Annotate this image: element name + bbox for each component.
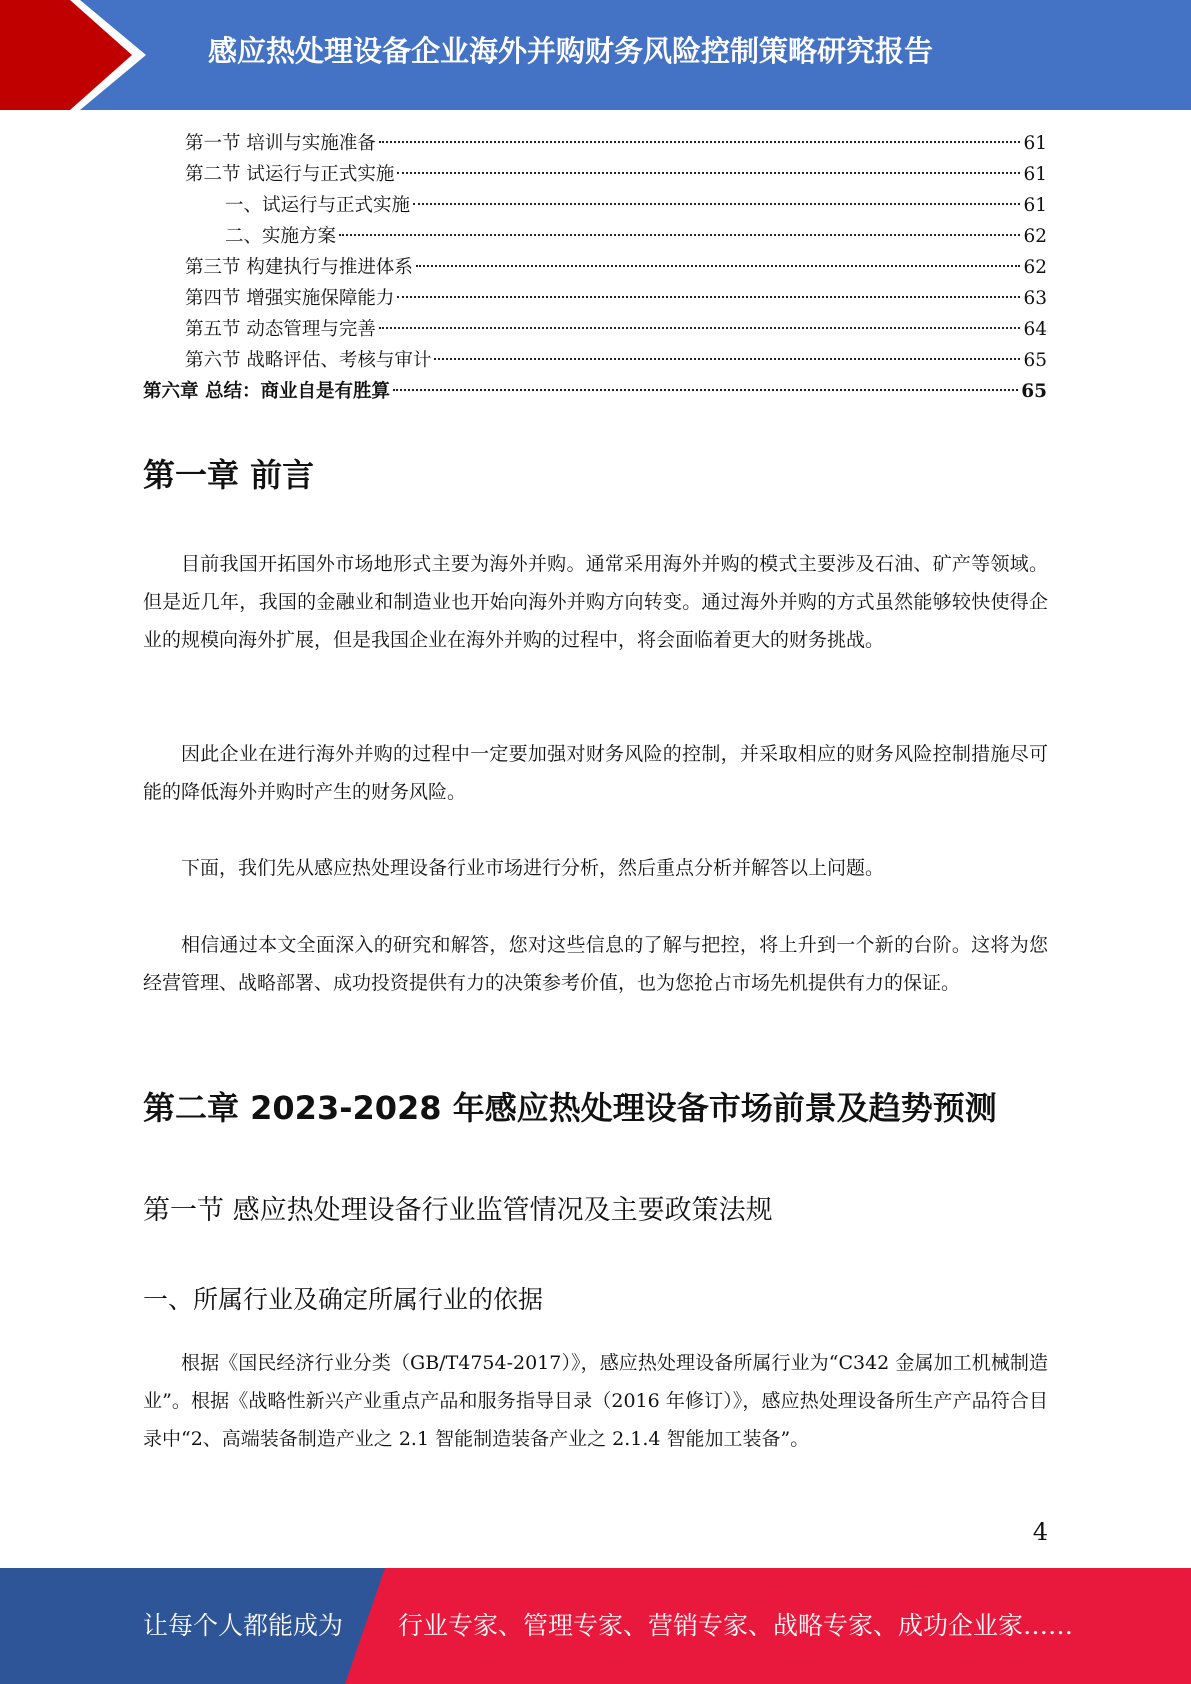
toc-dot-leader <box>379 141 1021 143</box>
toc-dot-leader <box>413 203 1020 205</box>
chapter1-paragraph-3: 下面，我们先从感应热处理设备行业市场进行分析，然后重点分析并解答以上问题。 <box>181 857 885 879</box>
toc-entry-page: 65 <box>1021 381 1047 402</box>
toc-entry[interactable] <box>143 128 1047 159</box>
toc-entry-title: 第六章 总结：商业自是有胜算 <box>143 381 390 402</box>
toc-entry-title: 第四节 增强实施保障能力 <box>185 288 395 309</box>
header-chevron-icon <box>0 0 160 110</box>
footer-slogan-left: 让每个人都能成为 <box>143 1611 344 1640</box>
toc-dot-leader <box>434 358 1020 360</box>
footer-slogan-right: 行业专家、管理专家、营销专家、战略专家、成功企业家…… <box>398 1611 1074 1640</box>
report-title: 感应热处理设备企业海外并购财务风险控制策略研究报告 <box>208 34 934 68</box>
toc-dot-leader <box>379 327 1021 329</box>
subsection1-heading: 一、所属行业及确定所属行业的依据 <box>143 1285 544 1314</box>
toc-entry[interactable] <box>143 376 1047 407</box>
toc-entry-title: 第五节 动态管理与完善 <box>185 319 376 340</box>
section1-heading: 第一节 感应热处理设备行业监管情况及主要政策法规 <box>143 1195 773 1226</box>
header-bar <box>0 0 1191 110</box>
toc-dot-leader <box>416 265 1021 267</box>
toc-entry-page: 63 <box>1023 288 1047 309</box>
toc-entry[interactable] <box>143 159 1047 190</box>
toc-entry[interactable] <box>143 314 1047 345</box>
table-of-contents <box>143 128 1047 407</box>
chapter1-paragraph-2: 因此企业在进行海外并购的过程中一定要加强对财务风险的控制，并采取相应的财务风险控制措施尽可能的降低海外并购时产生的财务风险。 <box>143 743 1048 803</box>
toc-entry-title: 第三节 构建执行与推进体系 <box>185 257 413 278</box>
toc-dot-leader <box>397 296 1020 298</box>
chapter1-paragraph-4: 相信通过本文全面深入的研究和解答，您对这些信息的了解与把控，将上升到一个新的台阶。这将为您经营管理、战略部署、成功投资提供有力的决策参考价值，也为您抢占市场先机提供有力的保证。 <box>143 934 1048 994</box>
toc-entry-title: 第六节 战略评估、考核与审计 <box>185 350 432 371</box>
toc-entry-title: 二、实施方案 <box>225 226 337 247</box>
toc-dot-leader <box>339 234 1020 236</box>
footer-bar <box>0 1568 1191 1684</box>
toc-entry-title: 第一节 培训与实施准备 <box>185 133 376 154</box>
toc-dot-leader <box>397 172 1020 174</box>
chapter1-heading: 第一章 前言 <box>143 456 315 494</box>
toc-entry[interactable] <box>143 345 1047 376</box>
toc-entry-page: 62 <box>1023 257 1047 278</box>
toc-dot-leader <box>393 389 1018 391</box>
chapter2-paragraph: 根据《国民经济行业分类（GB/T4754-2017）》，感应热处理设备所属行业为“C342 金属加工机械制造业”。根据《战略性新兴产业重点产品和服务指导目录（2016 年修订）》，感应热处理设备所生产产品符合目录中“2、高端装备制造产业之 2.1 智能制造装备产业之 2.1.4 智能加工装备”。 <box>143 1352 1048 1450</box>
toc-entry-page: 61 <box>1023 164 1047 185</box>
toc-entry[interactable] <box>143 190 1047 221</box>
toc-entry[interactable] <box>143 283 1047 314</box>
toc-entry-page: 62 <box>1023 226 1047 247</box>
toc-entry-page: 64 <box>1023 319 1047 340</box>
toc-entry[interactable] <box>143 221 1047 252</box>
toc-entry-title: 第二节 试运行与正式实施 <box>185 164 395 185</box>
toc-entry-title: 一、试运行与正式实施 <box>225 195 411 216</box>
toc-entry-page: 61 <box>1023 195 1047 216</box>
toc-entry[interactable] <box>143 252 1047 283</box>
toc-entry-page: 61 <box>1023 133 1047 154</box>
chapter2-heading: 第二章 2023-2028 年感应热处理设备市场前景及趋势预测 <box>143 1089 997 1127</box>
page-number: 4 <box>1032 1518 1048 1546</box>
toc-entry-page: 65 <box>1023 350 1047 371</box>
chapter1-paragraph-1: 目前我国开拓国外市场地形式主要为海外并购。通常采用海外并购的模式主要涉及石油、矿产等领域。但是近几年，我国的金融业和制造业也开始向海外并购方向转变。通过海外并购的方式虽然能够较快使得企业的规模向海外扩展，但是我国企业在海外并购的过程中，将会面临着更大的财务挑战。 <box>143 553 1048 651</box>
